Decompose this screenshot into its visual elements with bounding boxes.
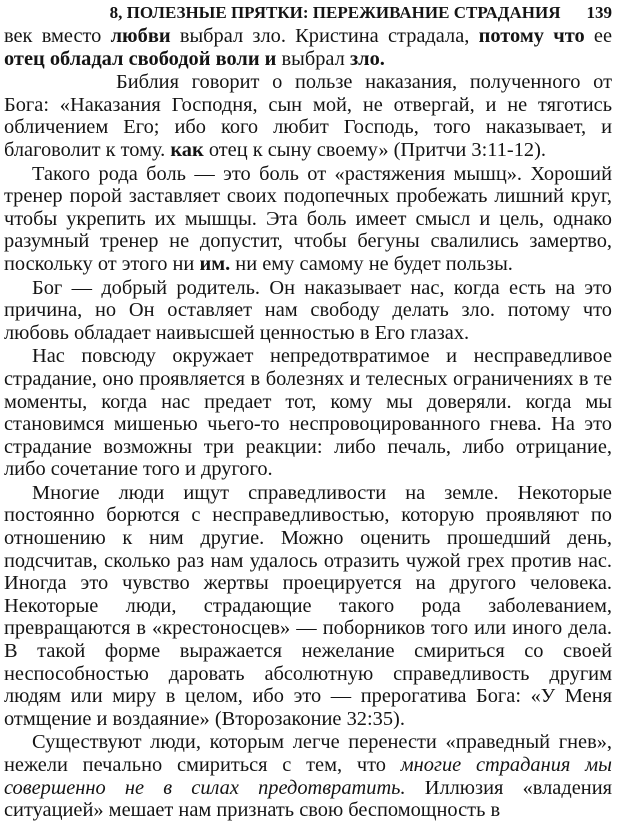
paragraph: [4, 277, 612, 345]
text-run: век вместо: [4, 25, 111, 47]
bold-text: как: [170, 138, 204, 161]
text-run: отец к сыну своему» (Притчи 3:11-12).: [203, 138, 546, 161]
running-header: [4, 2, 612, 24]
text-run: Бог — добрый родитель. Он наказывает нас, когда есть на это причина, но Он оставляет нам свободу делать зло. потому что любовь обладает наивысшей ценностью в Его глазах.: [4, 276, 612, 344]
page-number: 139: [586, 3, 612, 22]
text-run: Нас повсюду окружает непредотвратимое и несправедливое страдание, оно проявляется в болезнях и телесных ограничениях в те моменты, когда нас предает тот, кому мы доверяли. когда мы становимся мишенью чьего-то неспровоцированного гнева. На это страдание возможны три реакции: либо печаль, либо отрицание, либо сочетание того и другого.: [4, 345, 612, 481]
paragraph: [4, 482, 612, 731]
paragraph: [4, 25, 612, 70]
text-run: выбрал зло. Кристина страдала,: [170, 25, 479, 47]
paragraph: [4, 345, 612, 481]
bold-text: им.: [199, 252, 231, 275]
paragraph: [4, 71, 612, 161]
text-run: Существуют люди, которым легче перенести «праведный гнев», нежели печально смириться с тем, что: [4, 731, 612, 776]
text-run: Многие люди ищут справедливости на земле. Некоторые постоянно борются с несправедливостью, которую проявляют по отношению к ним другие. Можно оценить прошедший день, подсчитав, сколько раз нам удалось отразить чужой грех против нас. Иногда это чувство жертвы проецируется на другого человека. Некоторые люди, страдающие такого рода заболеванием, превращаются в «крестоносцев» — поборников того или иного дела. В такой форме выражается нежелание смириться со своей неспособностью даровать абсолютную справедливость другим людям или миру в целом, ибо это — прерогатива Бога: «У Меня отмщение и воздаяние» (Второзаконие 32:35).: [4, 481, 612, 730]
italic-text: многие страдания мы совершенно не в силах предотвратить.: [4, 754, 612, 799]
text-run: Иллюзия «владения ситуацией» мешает нам признать свою беспомощность в: [4, 776, 612, 822]
chapter-title: 8, ПОЛЕЗНЫЕ ПРЯТКИ: ПЕРЕЖИВАНИЕ СТРАДАНИЯ: [109, 3, 561, 22]
paragraph: [4, 163, 612, 276]
text-run: ее: [584, 25, 612, 47]
text-run: Такого рода боль — это боль от «растяжения мышц». Хороший тренер порой заставляет своих подопечных пробежать лишний круг, чтобы укрепить их мышцы. Эта боль имеет смысл и цель, однако разумный тренер не допустит, чтобы бегуны свалились замертво, поскольку от этого ни: [4, 162, 612, 275]
bold-text: потому что: [478, 25, 585, 47]
paragraph: [4, 731, 612, 821]
body-text: [4, 25, 612, 822]
text-run: выбрал: [276, 47, 350, 70]
bold-text: любви: [110, 25, 171, 47]
bold-text: отец обладал свободой воли и: [4, 47, 277, 70]
text-run: ни ему самому не будет пользы.: [230, 252, 513, 275]
text-run: Библия говорит о пользе наказания, полученного от Бога: «Наказания Господня, сын мой, не отвергай, и не тяготись обличением Его; ибо кого любит Господь, того наказывает, и благоволит к тому.: [4, 71, 612, 161]
bold-text: зло.: [349, 47, 385, 70]
